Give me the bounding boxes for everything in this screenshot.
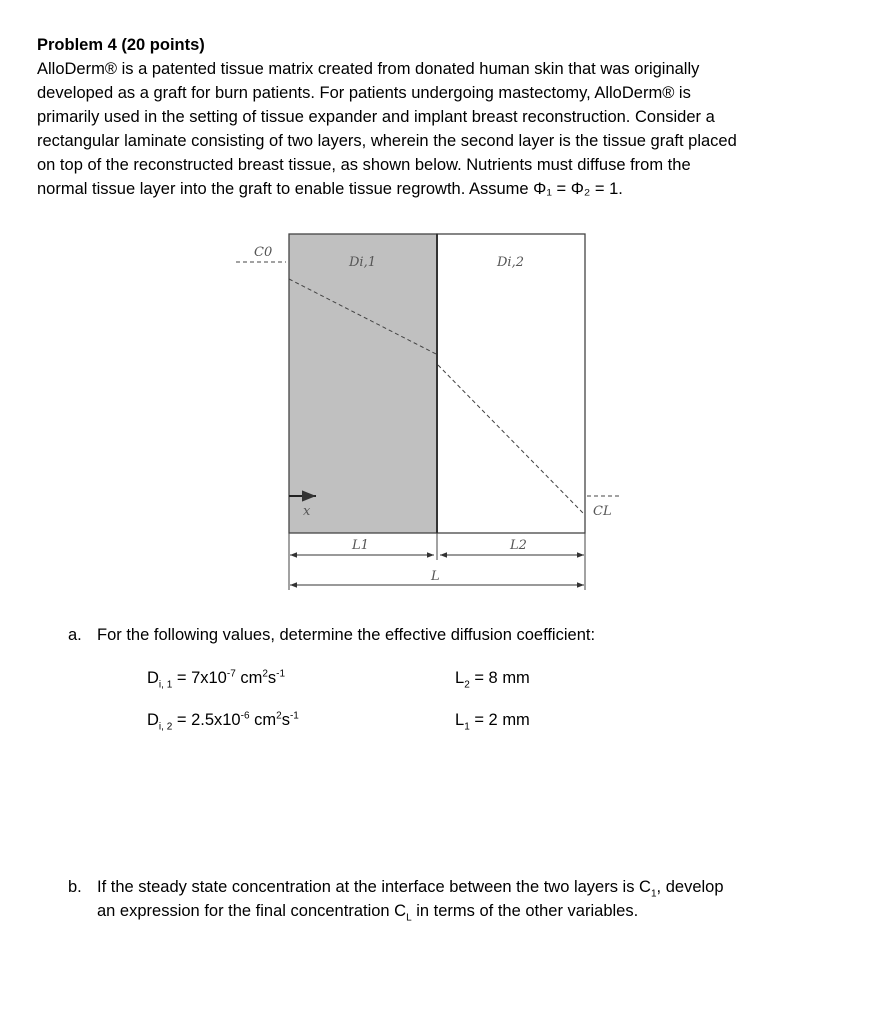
- layer-1: [289, 234, 437, 533]
- l1-label: L1: [352, 538, 369, 553]
- layer-2: [437, 234, 585, 533]
- l2-label: L2: [510, 538, 527, 553]
- problem-text-line: on top of the reconstructed breast tissue, as shown below. Nutrients must diffuse from the: [37, 156, 691, 174]
- part-a-marker: a.: [68, 626, 82, 644]
- l1-value: $L_1 = 2$ mm: [455, 711, 530, 733]
- l2-value: $L_2 = 8$ mm: [455, 669, 530, 691]
- problem-title: Problem 4 (20 points): [37, 36, 205, 54]
- part-b-marker: b.: [68, 878, 82, 896]
- l-label: L: [431, 569, 440, 584]
- problem-text-line: primarily used in the setting of tissue expander and implant breast reconstruction. Consider a: [37, 108, 715, 126]
- problem-text-line: normal tissue layer into the graft to enable tissue regrowth. Assume Φ₁ = Φ₂ = 1.: [37, 180, 623, 198]
- part-b-text-line1: If the steady state concentration at the interface between the two layers is $C_1$, develop: [97, 878, 724, 900]
- problem-text-line: AlloDerm® is a patented tissue matrix created from donated human skin that was originally: [37, 60, 700, 78]
- part-a-text: For the following values, determine the effective diffusion coefficient:: [97, 626, 596, 644]
- d1-label: Di,1: [349, 255, 376, 270]
- cl-label: CL: [593, 504, 612, 519]
- part-b-text-line2: an expression for the final concentration $C_L$ in terms of the other variables.: [97, 902, 639, 924]
- d2-value: $D_{i, 2} = 2.5x10^{-6}$ $cm^2s^{-1}$: [147, 710, 299, 733]
- c0-label: C0: [254, 245, 273, 260]
- d2-label: Di,2: [497, 255, 524, 270]
- problem-text-line: developed as a graft for burn patients. For patients undergoing mastectomy, AlloDerm® is: [37, 84, 691, 102]
- problem-text-line: rectangular laminate consisting of two layers, wherein the second layer is the tissue graft placed: [37, 132, 737, 150]
- x-label: x: [303, 504, 311, 519]
- d1-value: $D_{i, 1} = 7x10^{-7}$ $cm^2s^{-1}$: [147, 668, 286, 691]
